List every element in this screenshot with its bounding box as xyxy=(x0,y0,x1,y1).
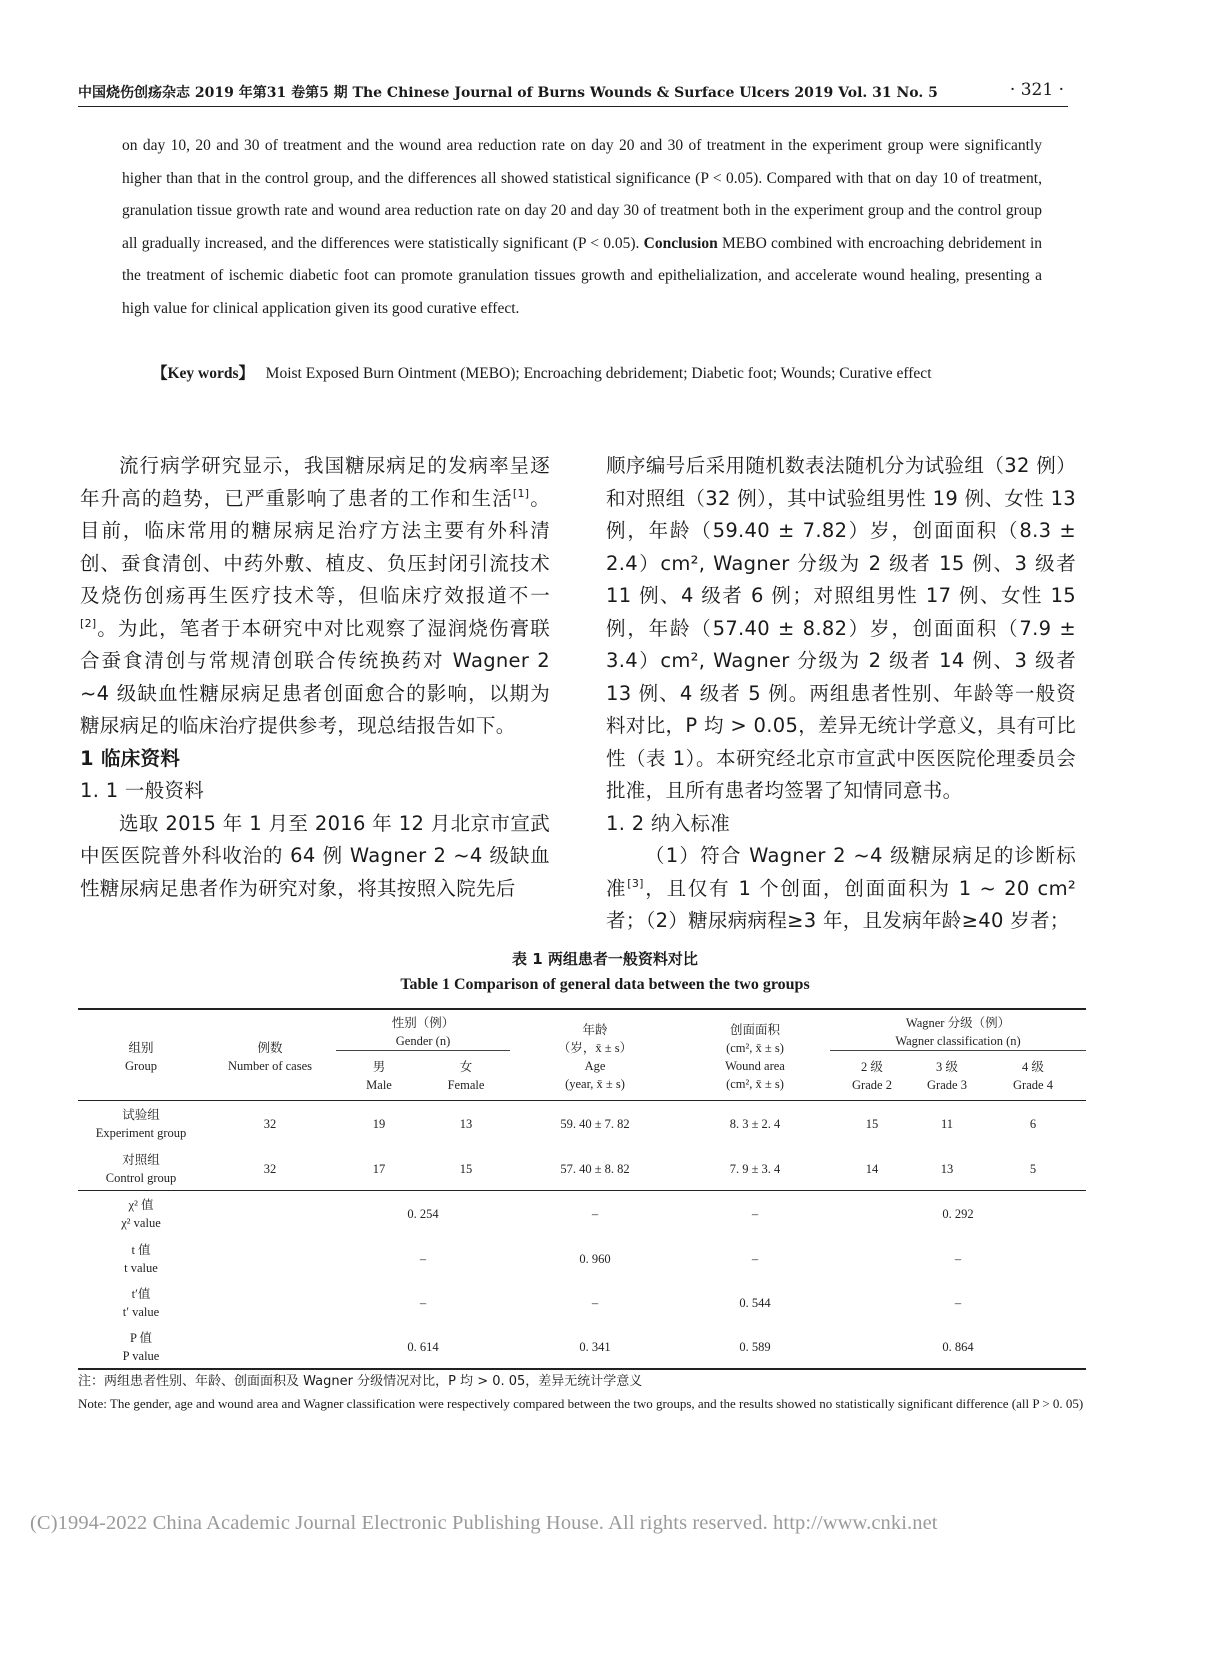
cell-grade-3: 13 xyxy=(940,1161,954,1176)
stats-row-t xyxy=(78,1237,1086,1281)
table-row xyxy=(78,1147,1086,1191)
copyright-footer: (C)1994-2022 China Academic Journal Electronic Publishing House. All rights reserved. http://www.cnki.net xyxy=(30,1512,938,1534)
cell-wound: 8. 3 ± 2. 4 xyxy=(729,1116,781,1131)
table-caption-en: Table 1 Comparison of general data between the two groups xyxy=(400,976,810,993)
cell-grade-4: 5 xyxy=(1029,1161,1037,1176)
conclusion-label: Conclusion xyxy=(643,234,718,252)
section-heading-1-2: 1. 2 纳入标准 xyxy=(606,811,731,835)
intro-text-2: 。目前，临床常用的糖尿病足治疗方法主要有外科清创、蚕食清创、中药外敷、植皮、负压封闭引流技术及烧伤创疡再生医疗技术等，但临床疗效报道不一 xyxy=(80,486,550,607)
abstract-text-after: MEBO combined with encroaching debridement in the treatment of ischemic diabetic foot can promote granulation tissues growth and epithelialization, and accelerate wound healing, presenting a high value for clinical application given its good curative effect. xyxy=(122,234,1043,317)
table-note-cn: 注：两组患者性别、年龄、创面面积及 Wagner 分级情况对比，P 均 > 0. 05，差异无统计学意义 xyxy=(78,1374,643,1389)
cell-wagner-stat: 0. 864 xyxy=(942,1339,974,1354)
citation-1[interactable]: [1] xyxy=(512,486,530,500)
cell-female: 13 xyxy=(459,1116,473,1131)
general-data-paragraph: 选取 2015 年 1 月至 2016 年 12 月北京市宣武中医医院普外科收治的 64 例 Wagner 2 ~4 级缺血性糖尿病足患者作为研究对象，将其按照入院先后 xyxy=(80,811,550,900)
right-column xyxy=(606,450,1076,938)
keywords-label: 【Key words】 xyxy=(152,365,255,382)
cell-female: 15 xyxy=(459,1161,473,1176)
header-wound-area: 创面面积 (cm², x̄ ± s) Wound area (cm², x̄ ± s) xyxy=(725,1023,785,1092)
citation-3[interactable]: [3] xyxy=(627,876,644,890)
cell-grade-2: 14 xyxy=(865,1161,879,1176)
general-data-continued: 顺序编号后采用随机数表法随机分为试验组（32 例）和对照组（32 例），其中试验组男性 19 例、女性 13 例，年龄（59.40 ± 7.82）岁，创面面积（8.3 ± 2.4）cm², Wagner 分级为 2 级者 15 例、3 级者 11 例、4 级者 6 例；对照组男性 17 例、女性 15 例，年龄（57.40 ± 8.82）岁，创面面积（7.9 ± 3.4）cm², Wagner 分级为 2 级者 14 例、3 级者 13 例、4 级者 5 例。两组患者性别、年龄等一般资料对比，P 均 > 0.05，差异无统计学意义，具有可比性（表 1）。本研究经北京市宣武中医医院伦理委员会批准，且所有患者均签署了知情同意书。 xyxy=(606,454,1076,802)
cell-wound-stat: 0. 589 xyxy=(739,1339,771,1354)
cell-male: 17 xyxy=(372,1161,386,1176)
page-number: · 321 · xyxy=(1009,80,1064,100)
citation-2[interactable]: [2] xyxy=(80,616,97,630)
cell-wound-stat: – xyxy=(751,1206,759,1221)
table-row xyxy=(78,1101,1086,1147)
cell-age-stat: – xyxy=(591,1295,599,1310)
table-note-en: Note: The gender, age and wound area and Wagner classification were respectively compared between the two groups, and the results showed no statistically significant difference (all P > 0. 05) xyxy=(78,1396,1084,1411)
cell-wagner-stat: 0. 292 xyxy=(942,1206,974,1221)
row-label: t′值 t′ value xyxy=(122,1286,160,1319)
table-1 xyxy=(78,1014,1086,1369)
header-wagner: Wagner 分级（例） Wagner classification (n) xyxy=(830,1014,1086,1051)
intro-text-1: 流行病学研究显示，我国糖尿病足的发病率呈逐年升高的趋势，已严重影响了患者的工作和生活 xyxy=(80,454,550,510)
header-gender: 性别（例） Gender (n) xyxy=(336,1014,510,1051)
cell-grade-3: 11 xyxy=(940,1116,954,1131)
cell-age-stat: 0. 341 xyxy=(579,1339,611,1354)
cell-cases: 32 xyxy=(263,1116,277,1131)
header-grade-4: 4 级 Grade 4 xyxy=(1013,1059,1053,1092)
cell-gender-stat: 0. 614 xyxy=(407,1339,439,1354)
table-top-rule xyxy=(78,1008,1086,1010)
keywords-text: Moist Exposed Burn Ointment (MEBO); Encroaching debridement; Diabetic foot; Wounds; Curative effect xyxy=(265,365,932,382)
row-label: P 值 P value xyxy=(122,1330,160,1363)
intro-text-3: 。为此，笔者于本研究中对比观察了湿润烧伤膏联合蚕食清创与常规清创联合传统换药对 Wagner 2 ~4 级缺血性糖尿病足患者创面愈合的影响，以期为糖尿病足的临床治疗提供参考，现总结报告如下。 xyxy=(80,616,550,737)
section-heading-1: 1 临床资料 xyxy=(80,746,181,770)
header-age: 年龄 （岁，x̄ ± s） Age (year, x̄ ± s) xyxy=(557,1023,633,1092)
cell-wagner-stat: – xyxy=(954,1295,962,1310)
cell-wound: 7. 9 ± 3. 4 xyxy=(729,1161,781,1176)
left-column xyxy=(80,450,550,905)
abstract-text-before: on day 10, 20 and 30 of treatment and the wound area reduction rate on day 20 and 30 of treatment in the experiment group were significantly higher than that in the control group, and the differences all showed statistical significance (P < 0.05). Compared with that on day 10 of treatment, granulation tissue growth rate and wound area reduction rate on day 20 and day 30 of treatment both in the experiment group and the control group all gradually increased, and the differences were statistically significant (P < 0.05). xyxy=(122,137,1042,252)
cell-wound-stat: 0. 544 xyxy=(739,1295,771,1310)
keywords-paragraph xyxy=(122,358,1042,391)
cell-gender-stat: 0. 254 xyxy=(407,1206,439,1221)
cell-gender-stat: – xyxy=(419,1251,427,1266)
cell-grade-4: 6 xyxy=(1029,1116,1037,1131)
table-caption-cn: 表 1 两组患者一般资料对比 xyxy=(512,950,698,968)
cell-gender-stat: – xyxy=(419,1295,427,1310)
journal-running-title: 中国烧伤创疡杂志 2019 年第31 卷第5 期 The Chinese Journal of Burns Wounds & Surface Ulcers 2019 Vol. 31 No. 5 xyxy=(78,85,938,101)
header-cases: 例数 Number of cases xyxy=(228,1041,312,1074)
running-header xyxy=(78,80,1068,107)
cell-cases: 32 xyxy=(263,1161,277,1176)
row-label: 对照组 Control group xyxy=(105,1152,177,1185)
stats-row-chi2 xyxy=(78,1191,1086,1237)
row-label: χ² 值 χ² value xyxy=(121,1197,161,1230)
stats-row-p xyxy=(78,1325,1086,1369)
header-grade-2: 2 级 Grade 2 xyxy=(852,1059,892,1092)
section-heading-1-1: 1. 1 一般资料 xyxy=(80,779,205,802)
inclusion-criteria xyxy=(606,840,1076,938)
row-label: 试验组 Experiment group xyxy=(95,1107,187,1140)
cell-grade-2: 15 xyxy=(865,1116,879,1131)
row-label: t 值 t value xyxy=(124,1242,158,1275)
cell-age: 59. 40 ± 7. 82 xyxy=(560,1116,630,1131)
criteria-text-2: ，且仅有 1 个创面，创面面积为 1 ~ 20 cm² 者；（2）糖尿病病程≥3 年，且发病年龄≥40 岁者； xyxy=(606,876,1076,932)
cell-age: 57. 40 ± 8. 82 xyxy=(560,1161,630,1176)
header-female: 女 Female xyxy=(447,1059,485,1092)
cell-male: 19 xyxy=(372,1116,386,1131)
header-grade-3: 3 级 Grade 3 xyxy=(927,1059,967,1092)
cell-wagner-stat: – xyxy=(954,1251,962,1266)
cell-wound-stat: – xyxy=(751,1251,759,1266)
stats-row-t-prime xyxy=(78,1281,1086,1325)
cell-age-stat: – xyxy=(591,1206,599,1221)
abstract-paragraph xyxy=(122,130,1042,325)
cell-age-stat: 0. 960 xyxy=(579,1251,611,1266)
intro-paragraph xyxy=(80,450,550,743)
header-group: 组别 Group xyxy=(125,1041,157,1074)
criteria-text-1: （1）符合 Wagner 2 ~4 级糖尿病足的诊断标准 xyxy=(606,844,1076,900)
header-male: 男 Male xyxy=(366,1059,392,1092)
